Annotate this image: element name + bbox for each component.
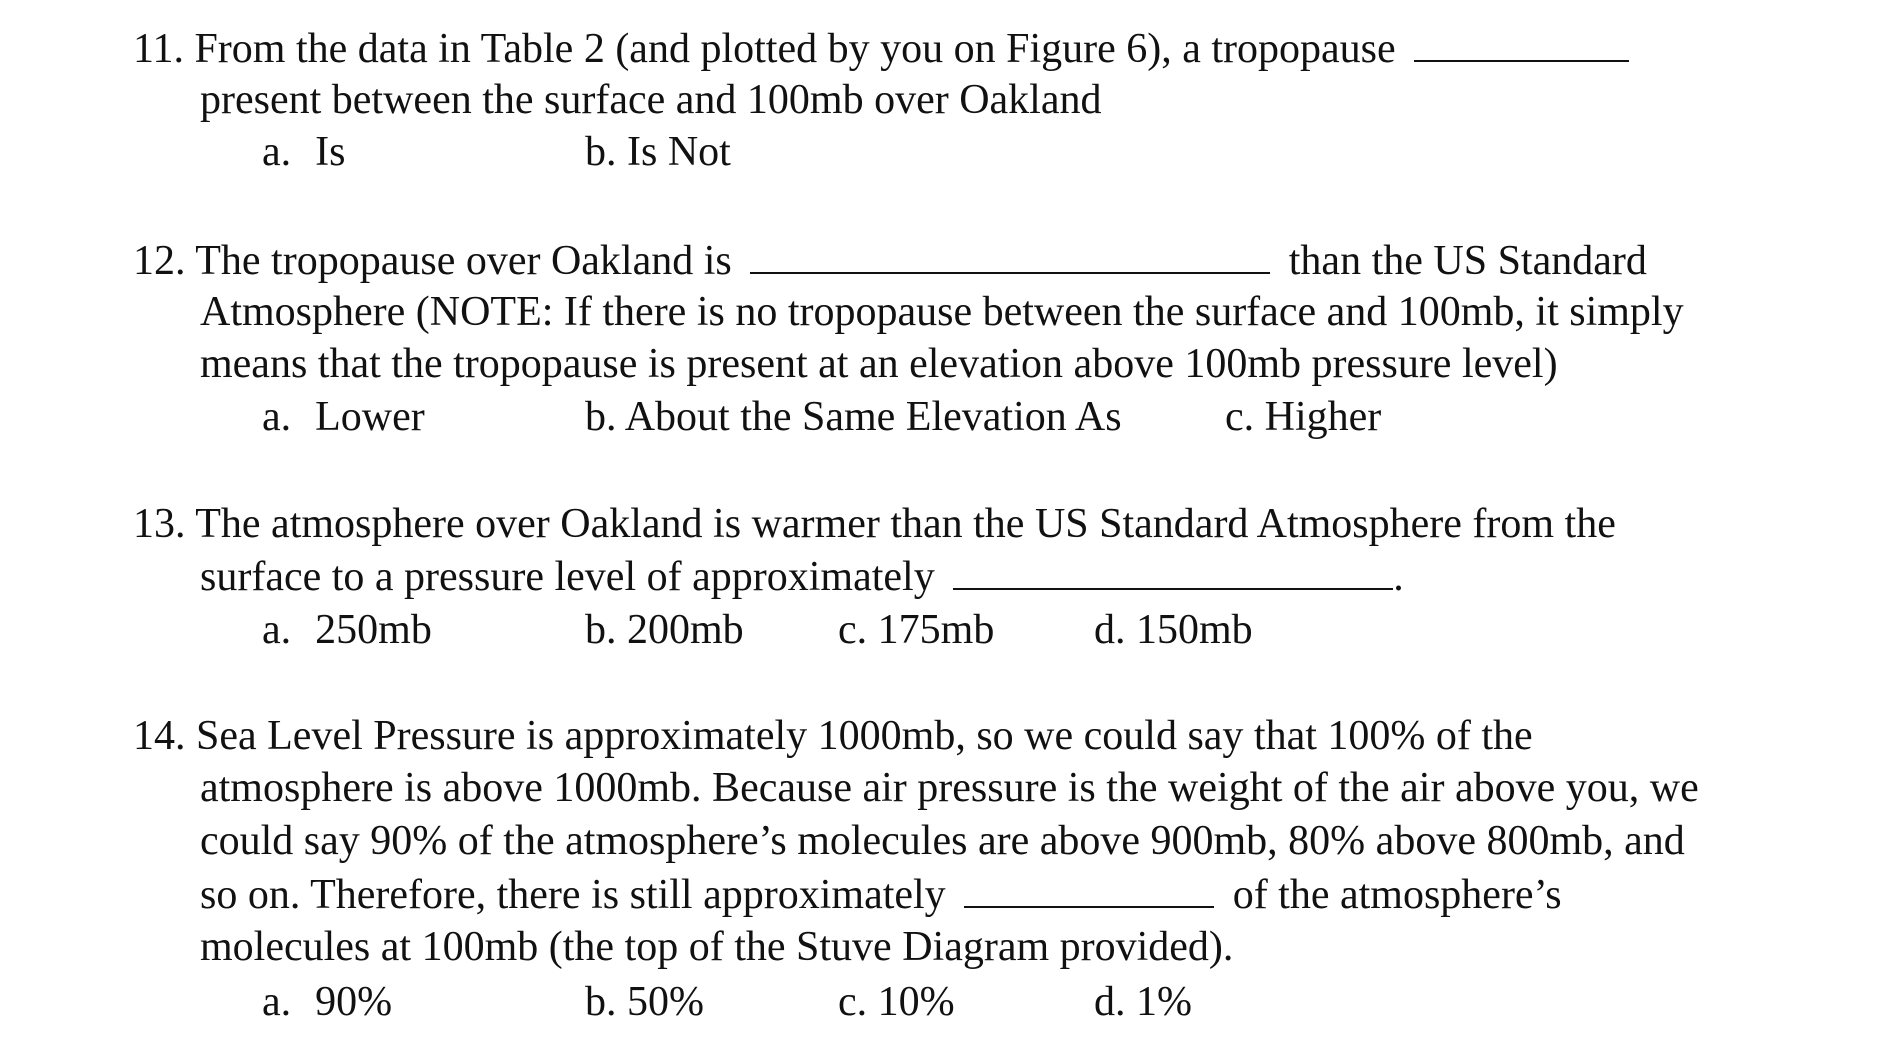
question-13-option-a[interactable] — [262, 604, 432, 656]
question-14-text-5: of the atmosphere’s — [1232, 872, 1562, 918]
question-12-option-a[interactable] — [262, 391, 425, 443]
option-letter: b. — [585, 607, 617, 653]
option-text: Lower — [315, 394, 425, 440]
question-11-option-a[interactable] — [262, 126, 346, 178]
question-13-answer-blank[interactable] — [953, 550, 1393, 590]
question-11-number: 11. — [133, 26, 184, 72]
question-14-line-5: molecules at 100mb (the top of the Stuve Diagram provided). — [200, 924, 1234, 970]
question-12-line-3: means that the tropopause is present at an elevation above 100mb pressure level) — [200, 341, 1558, 387]
question-12-text-2: than the US Standard — [1288, 238, 1647, 284]
option-letter: b. — [585, 394, 617, 440]
question-14-option-a[interactable] — [262, 976, 392, 1028]
question-12-line-2: Atmosphere (NOTE: If there is no tropopause between the surface and 100mb, it simply — [200, 289, 1684, 335]
option-letter: c. — [1225, 394, 1255, 440]
question-13-option-b[interactable] — [585, 604, 744, 656]
option-text: 1% — [1136, 979, 1192, 1025]
question-14-line-2: atmosphere is above 1000mb. Because air pressure is the weight of the air above you, we — [200, 765, 1699, 811]
option-text: Is Not — [627, 129, 731, 175]
option-letter: a. — [262, 979, 292, 1025]
option-text: Higher — [1264, 394, 1382, 440]
option-letter: a. — [262, 394, 292, 440]
question-11-line-2: present between the surface and 100mb over Oakland — [200, 77, 1102, 123]
question-12-line-1 — [133, 234, 1647, 287]
question-14-text-1: Sea Level Pressure is approximately 1000mb, so we could say that 100% of the — [196, 713, 1533, 759]
question-11-text-1: From the data in Table 2 (and plotted by you on Figure 6), a tropopause — [194, 26, 1396, 72]
question-14-line-4 — [200, 868, 1562, 921]
option-text: 250mb — [315, 607, 432, 653]
option-letter: d. — [1094, 607, 1126, 653]
question-14-line-1 — [133, 710, 1533, 762]
question-12-answer-blank[interactable] — [750, 234, 1270, 274]
question-13-line-1 — [133, 498, 1616, 550]
question-13-text-1: The atmosphere over Oakland is warmer than the US Standard Atmosphere from the — [195, 501, 1616, 547]
question-12-number: 12. — [133, 238, 186, 284]
question-12-text-1: The tropopause over Oakland is — [195, 238, 732, 284]
option-letter: c. — [838, 607, 868, 653]
question-13-line-2 — [200, 550, 1404, 603]
option-letter: d. — [1094, 979, 1126, 1025]
option-letter: b. — [585, 129, 617, 175]
question-14-answer-blank[interactable] — [964, 868, 1214, 908]
question-14-option-c[interactable] — [838, 976, 955, 1028]
question-13-option-d[interactable] — [1094, 604, 1253, 656]
question-12-option-c[interactable] — [1225, 391, 1381, 443]
option-text: 90% — [315, 979, 393, 1025]
option-letter: b. — [585, 979, 617, 1025]
option-letter: a. — [262, 607, 292, 653]
question-14-text-4: so on. Therefore, there is still approximately — [200, 872, 946, 918]
option-letter: a. — [262, 129, 292, 175]
question-14-option-d[interactable] — [1094, 976, 1192, 1028]
question-13-option-c[interactable] — [838, 604, 994, 656]
option-text: 175mb — [877, 607, 995, 653]
option-text: 10% — [877, 979, 955, 1025]
question-14-line-3: could say 90% of the atmosphere’s molecules are above 900mb, 80% above 800mb, and — [200, 818, 1685, 864]
question-13-number: 13. — [133, 501, 186, 547]
option-text: 150mb — [1136, 607, 1253, 653]
question-14-option-b[interactable] — [585, 976, 704, 1028]
question-11-line-1 — [133, 22, 1637, 75]
option-letter: c. — [838, 979, 868, 1025]
question-12-option-b[interactable] — [585, 391, 1122, 443]
question-11-answer-blank[interactable] — [1414, 22, 1629, 62]
option-text: About the Same Elevation As — [624, 394, 1122, 440]
option-text: 50% — [627, 979, 704, 1025]
question-13-period: . — [1393, 554, 1404, 600]
question-13-text-2: surface to a pressure level of approximately — [200, 554, 935, 600]
question-11-option-b[interactable] — [585, 126, 731, 178]
question-14-number: 14. — [133, 713, 186, 759]
option-text: Is — [315, 129, 346, 175]
option-text: 200mb — [627, 607, 744, 653]
